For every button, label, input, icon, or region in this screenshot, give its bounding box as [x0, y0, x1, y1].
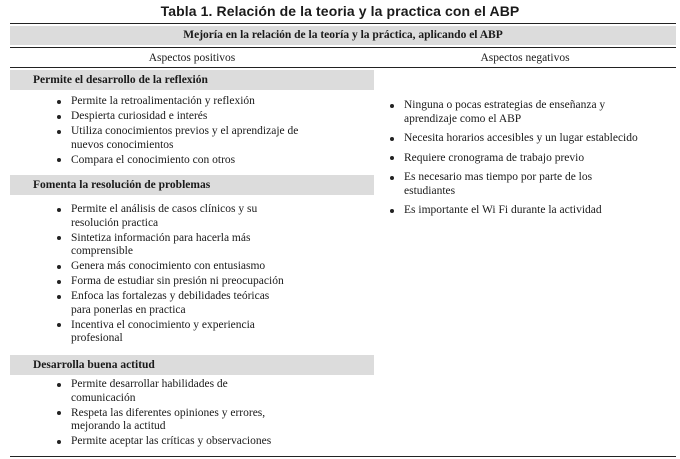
banner-rule [10, 47, 676, 48]
section-heading-reflexion: Permite el desarrollo de la reflexión [10, 70, 374, 90]
list-problemas [57, 203, 289, 347]
list-item: Permite desarrollar habilidades de comunicación [57, 378, 289, 405]
list-actitud [57, 378, 289, 450]
section-heading-actitud: Desarrolla buena actitud [10, 355, 374, 375]
list-item: Ninguna o pocas estrategias de enseñanza y aprendizaje como el ABP [390, 99, 642, 126]
list-item: Respeta las diferentes opiniones y errores, mejorando la actitud [57, 407, 289, 434]
list-item: Compara el conocimiento con otros [57, 154, 307, 168]
list-item: Utiliza conocimientos previos y el aprendizaje de nuevos conocimientos [57, 125, 307, 152]
section-heading-problemas: Fomenta la resolución de problemas [10, 175, 374, 195]
column-header-negative: Aspectos negativos [480, 52, 570, 64]
table-banner: Mejoría en la relación de la teoría y la práctica, aplicando el ABP [10, 26, 676, 45]
list-item: Necesita horarios accesibles y un lugar establecido [390, 132, 642, 146]
list-item: Despierta curiosidad e interés [57, 110, 307, 124]
list-item: Permite el análisis de casos clínicos y su resolución practica [57, 203, 289, 230]
list-item: Permite la retroalimentación y reflexión [57, 95, 307, 109]
list-item: Es necesario mas tiempo por parte de los estudiantes [390, 171, 642, 198]
list-item: Incentiva el conocimiento y experiencia profesional [57, 319, 289, 346]
top-rule [10, 23, 676, 24]
list-item: Enfoca las fortalezas y debilidades teóricas para ponerlas en practica [57, 290, 289, 317]
bottom-rule [10, 456, 676, 457]
list-item: Permite aceptar las críticas y observaciones [57, 435, 289, 449]
list-negative [390, 99, 642, 224]
list-item: Sintetiza información para hacerla más comprensible [57, 232, 289, 259]
list-item: Genera más conocimiento con entusiasmo [57, 260, 289, 274]
list-reflexion [57, 95, 307, 169]
table-title: Tabla 1. Relación de la teoria y la practica con el ABP [160, 3, 520, 19]
header-rule [10, 67, 676, 68]
list-item: Forma de estudiar sin presión ni preocupación [57, 275, 289, 289]
column-header-positive: Aspectos positivos [148, 52, 236, 64]
list-item: Es importante el Wi Fi durante la actividad [390, 204, 642, 218]
list-item: Requiere cronograma de trabajo previo [390, 152, 642, 166]
